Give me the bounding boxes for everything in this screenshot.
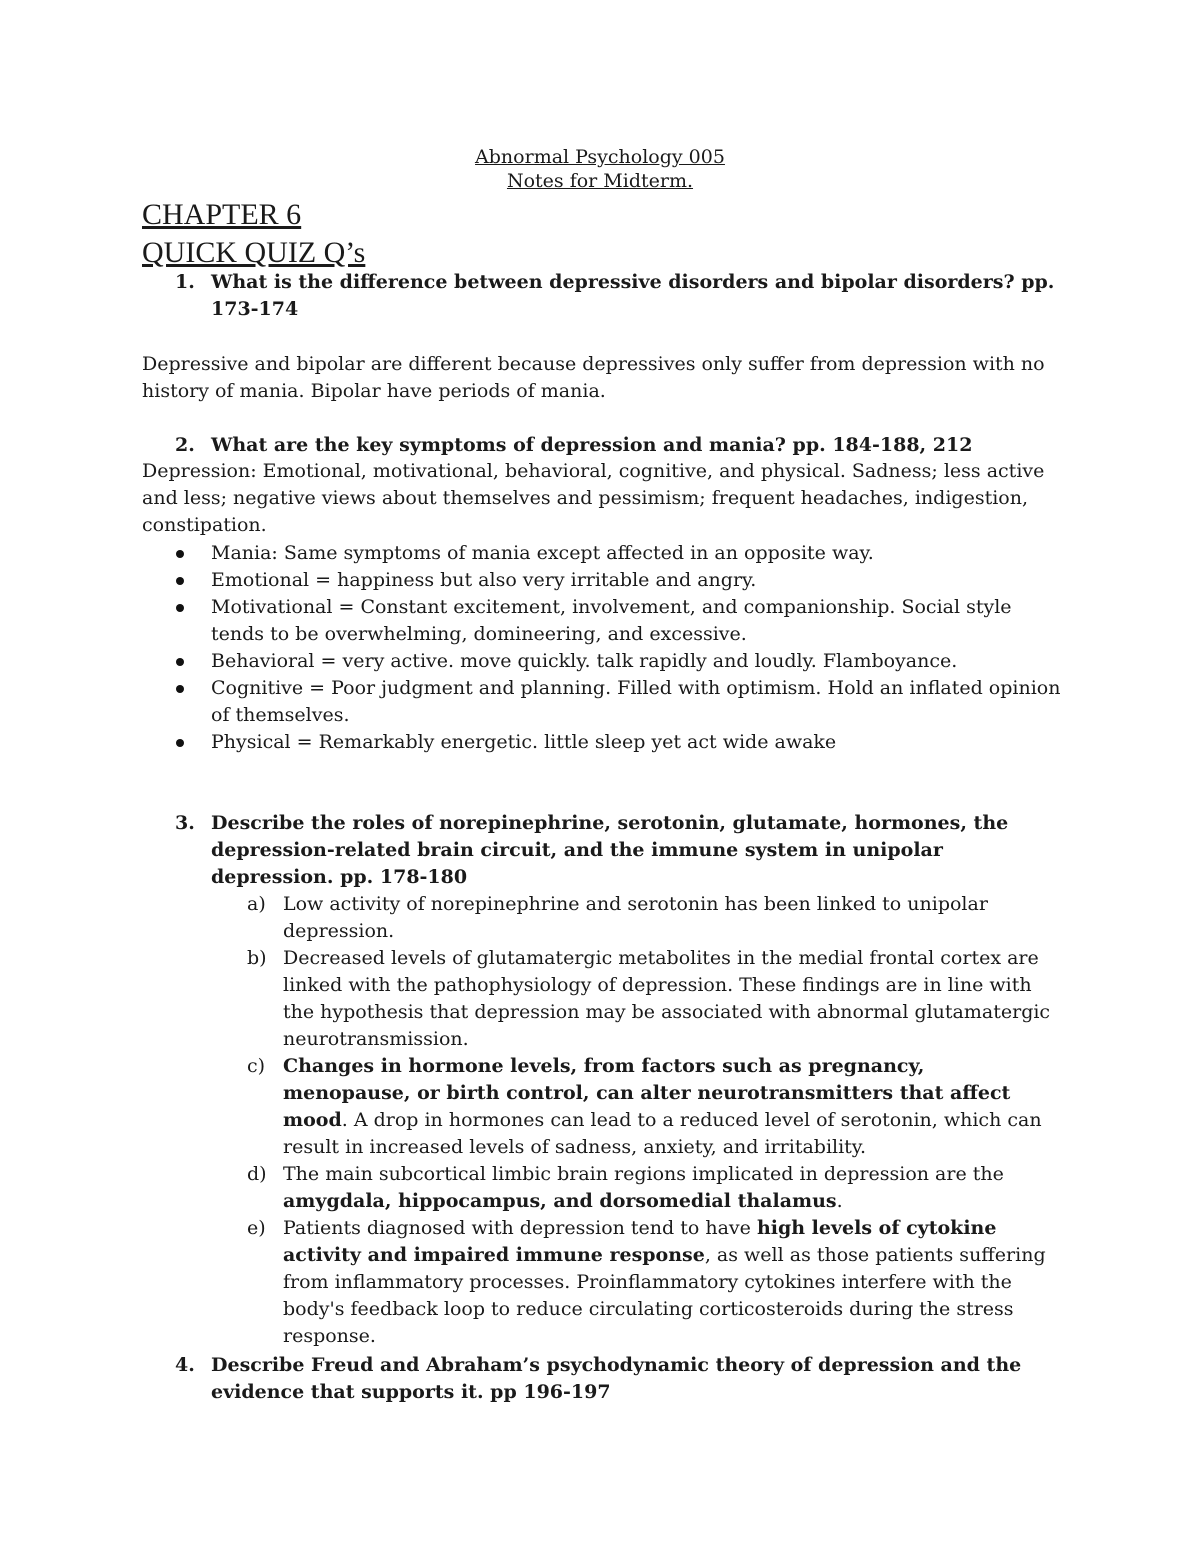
question-number: 3. bbox=[175, 812, 195, 834]
list-item bbox=[142, 594, 1062, 648]
quiz-heading: QUICK QUIZ Q’s bbox=[142, 236, 366, 269]
bullet-text: Physical = Remarkably energetic. little sleep yet act wide awake bbox=[211, 731, 837, 753]
question-4 bbox=[142, 1352, 1062, 1406]
chapter-heading: CHAPTER 6 bbox=[142, 198, 302, 231]
bullet-icon bbox=[176, 604, 184, 612]
item-label: a) bbox=[247, 893, 266, 915]
item-label: e) bbox=[247, 1217, 266, 1239]
question-1 bbox=[142, 269, 1062, 323]
bullet-text: Cognitive = Poor judgment and planning. Filled with optimism. Hold an inflated opinion of themselves. bbox=[211, 677, 1061, 726]
question-number: 4. bbox=[175, 1354, 195, 1376]
question-text: Describe the roles of norepinephrine, serotonin, glutamate, hormones, the depression-related brain circuit, and the immune system in unipolar depression. pp. 178-180 bbox=[211, 812, 1009, 888]
item-text: . A drop in hormones can lead to a reduced level of serotonin, which can result in increased levels of sadness, anxiety, and irritability. bbox=[283, 1109, 1042, 1158]
question-text: Describe Freud and Abraham’s psychodynamic theory of depression and the evidence that supports it. pp 196-197 bbox=[211, 1354, 1022, 1403]
bullet-text: Behavioral = very active. move quickly. talk rapidly and loudly. Flamboyance. bbox=[211, 650, 958, 672]
item-text: Decreased levels of glutamatergic metabolites in the medial frontal cortex are linked with the pathophysiology of depression. These findings are in line with the hypothesis that depression may be associated with abnormal glutamatergic neurotransmission. bbox=[283, 947, 1051, 1050]
bullet-text: Mania: Same symptoms of mania except affected in an opposite way. bbox=[211, 542, 874, 564]
item-label: c) bbox=[247, 1055, 266, 1077]
list-item bbox=[142, 648, 1062, 675]
bullet-icon bbox=[176, 658, 184, 666]
item-bold-text: Changes in hormone levels, from factors such as pregnancy, menopause, or birth control, can alter neurotransmitters that affect mood bbox=[283, 1055, 1011, 1131]
list-item bbox=[142, 1215, 1057, 1350]
item-bold-text: amygdala, hippocampus, and dorsomedial thalamus bbox=[283, 1190, 837, 1212]
item-bold-text: high levels of cytokine activity and impaired immune response bbox=[283, 1217, 997, 1266]
item-text-end: , as well as those patients suffering from inflammatory processes. Proinflammatory cytokines interfere with the body's feedback loop to reduce circulating corticosteroids during the stress response. bbox=[283, 1244, 1046, 1347]
answer-2-bullets bbox=[142, 540, 1062, 756]
question-text: What is the difference between depressive disorders and bipolar disorders? pp. 173-174 bbox=[211, 271, 1055, 320]
list-item bbox=[142, 891, 1057, 945]
item-label: d) bbox=[247, 1163, 267, 1185]
question-number: 1. bbox=[175, 271, 195, 293]
bullet-icon bbox=[176, 685, 184, 693]
question-3 bbox=[142, 810, 1062, 891]
list-item bbox=[142, 1161, 1057, 1215]
answer-1: Depressive and bipolar are different because depressives only suffer from depression with no history of mania. Bipolar have periods of mania. bbox=[142, 353, 1045, 402]
item-text: Patients diagnosed with depression tend to have bbox=[283, 1217, 757, 1239]
question-number: 2. bbox=[175, 434, 195, 456]
bullet-text: Emotional = happiness but also very irritable and angry. bbox=[211, 569, 757, 591]
document-title: Abnormal Psychology 005 bbox=[475, 146, 725, 168]
list-item bbox=[142, 1053, 1057, 1161]
question-2 bbox=[142, 432, 1062, 459]
document-subtitle: Notes for Midterm. bbox=[506, 170, 694, 192]
bullet-icon bbox=[176, 577, 184, 585]
answer-2-intro: Depression: Emotional, motivational, behavioral, cognitive, and physical. Sadness; less active and less; negative views about themselves and pessimism; frequent headaches, indigestion, constipation. bbox=[142, 460, 1045, 536]
bullet-icon bbox=[176, 550, 184, 558]
list-item bbox=[142, 675, 1062, 729]
list-item bbox=[142, 729, 1062, 756]
item-text: The main subcortical limbic brain regions implicated in depression are the bbox=[283, 1163, 1004, 1185]
list-item bbox=[142, 945, 1057, 1053]
item-label: b) bbox=[247, 947, 267, 969]
bullet-text: Motivational = Constant excitement, involvement, and companionship. Social style tends to be overwhelming, domineering, and excessive. bbox=[211, 596, 1012, 645]
item-text: Low activity of norepinephrine and serotonin has been linked to unipolar depression. bbox=[283, 893, 988, 942]
bullet-icon bbox=[176, 739, 184, 747]
answer-3-list bbox=[142, 891, 1057, 1350]
list-item bbox=[142, 540, 1062, 567]
question-text: What are the key symptoms of depression and mania? pp. 184-188, 212 bbox=[211, 434, 973, 456]
item-text-end: . bbox=[836, 1190, 843, 1212]
list-item bbox=[142, 567, 1062, 594]
